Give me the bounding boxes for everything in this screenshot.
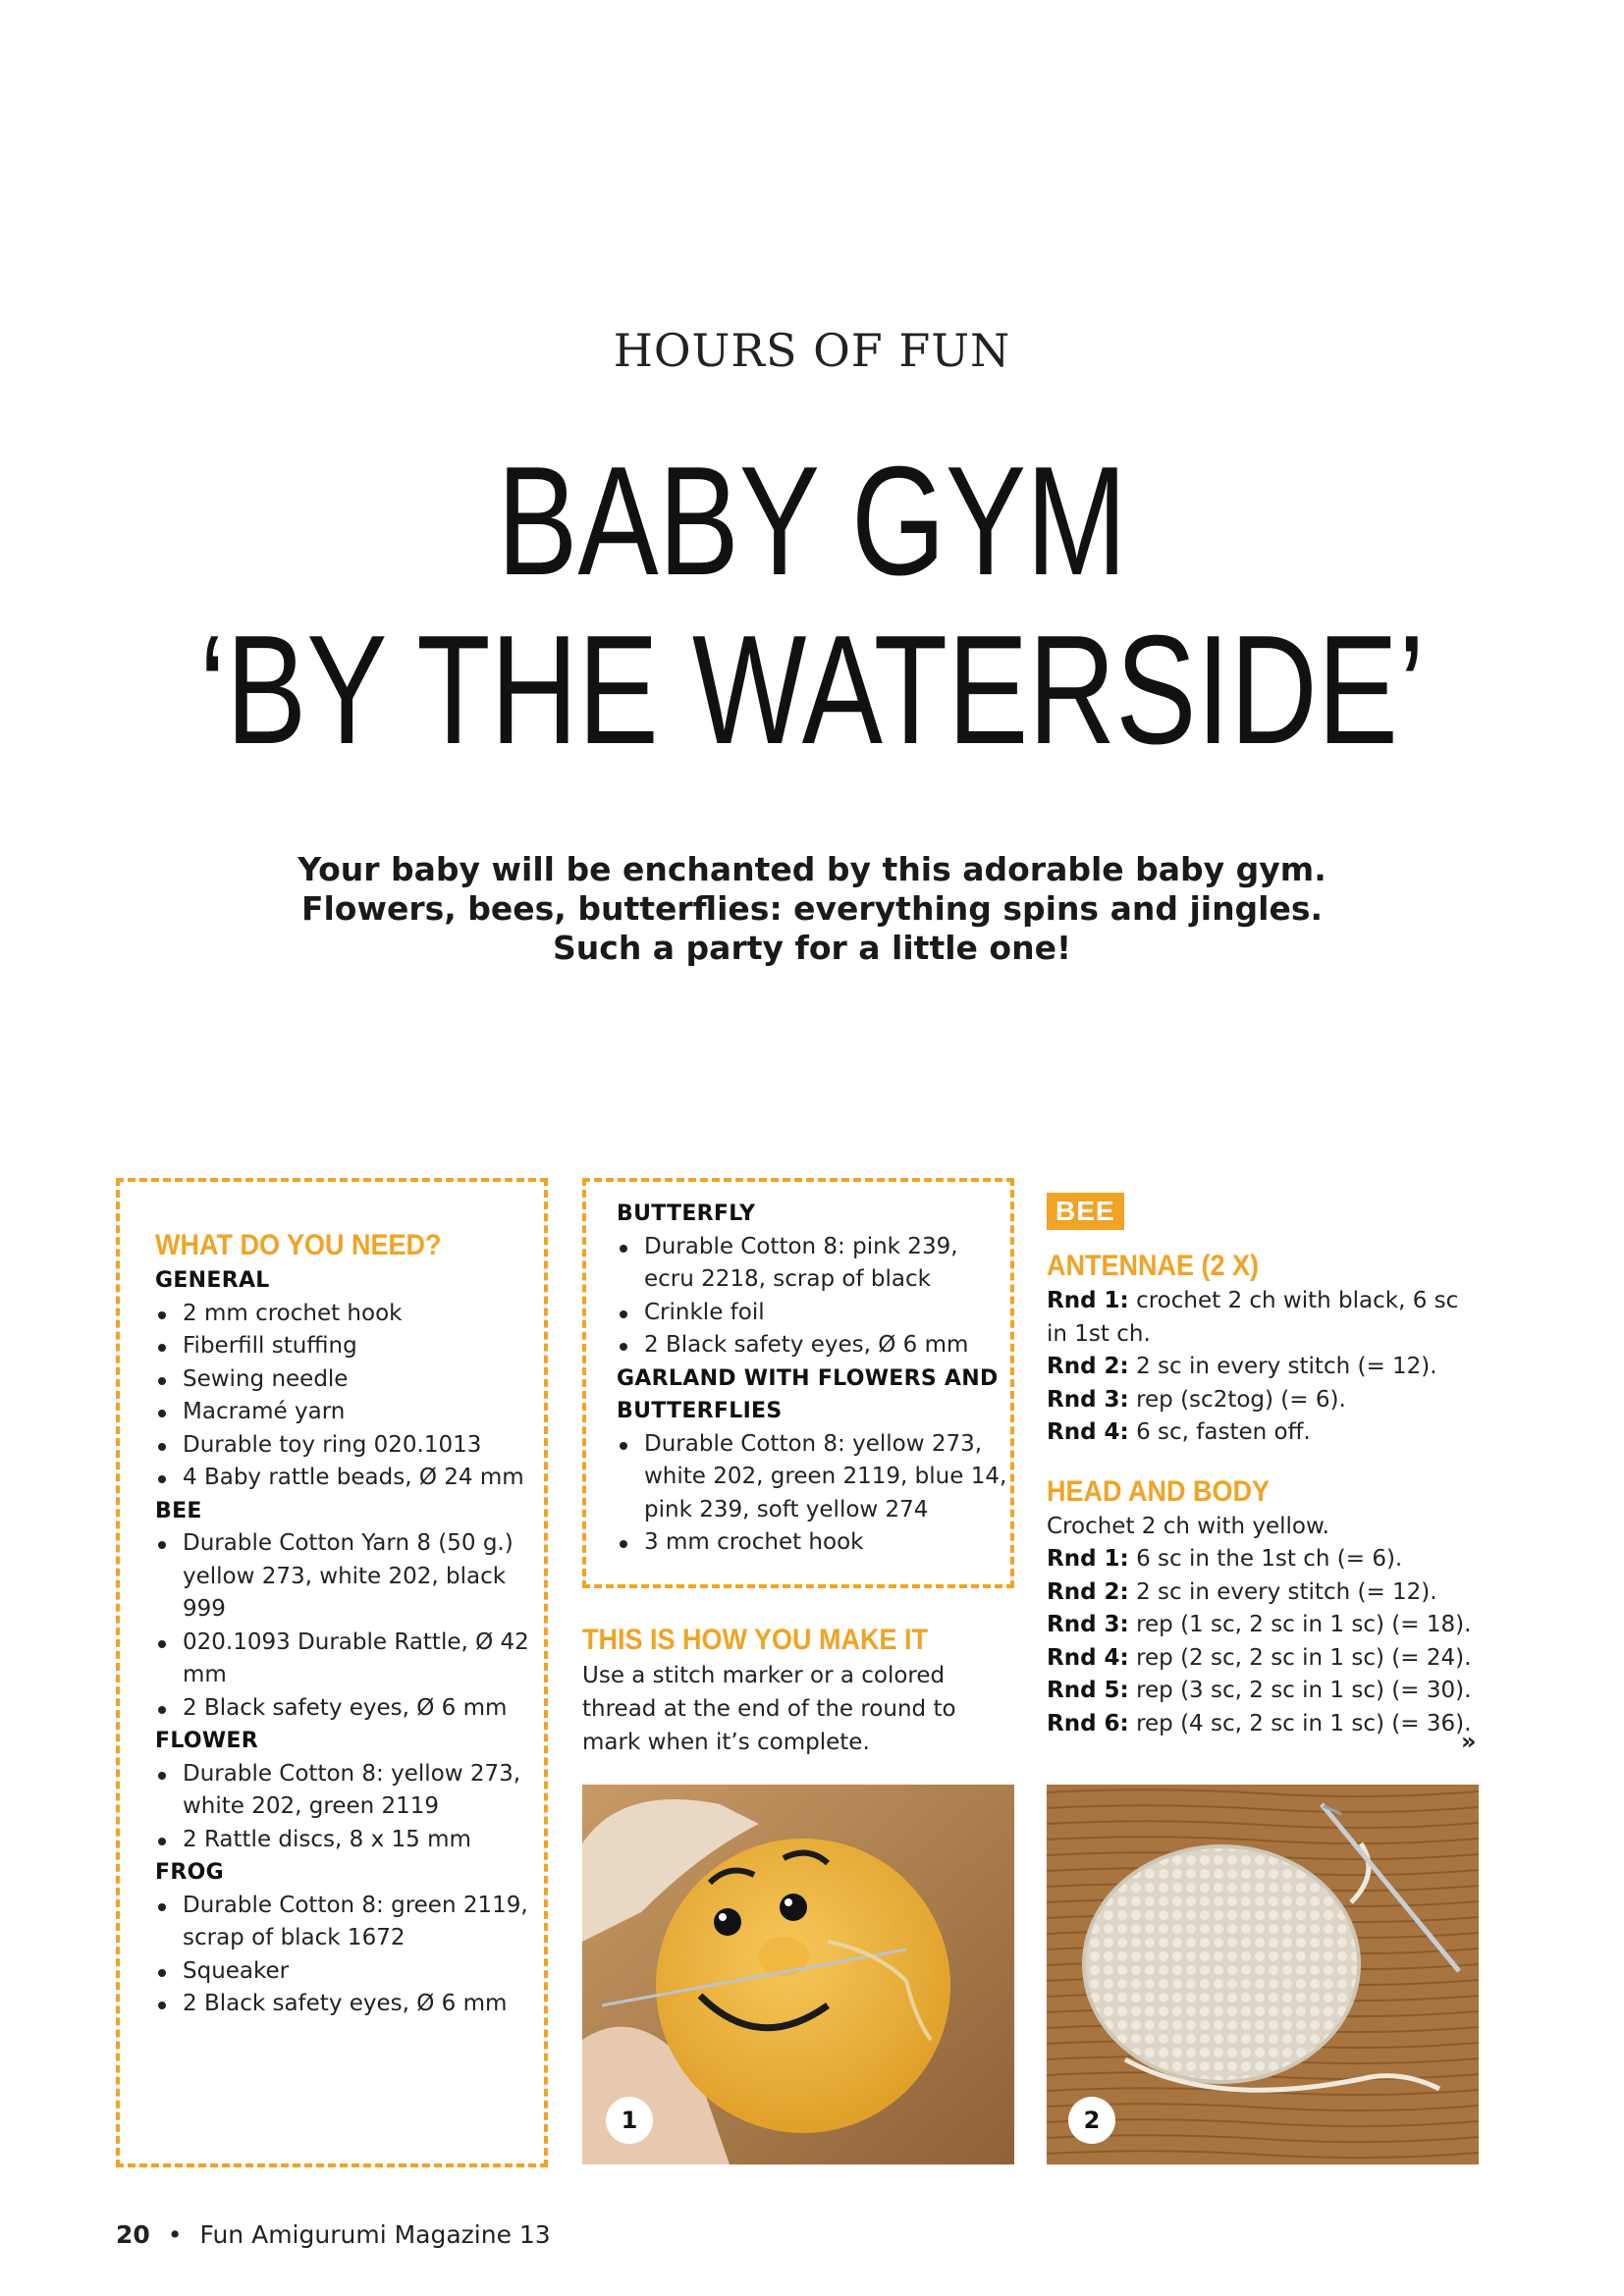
- garland-list: [617, 1428, 1009, 1560]
- list-item: 2 mm crochet hook: [155, 1298, 540, 1331]
- list-item: Durable Cotton 8: green 2119, scrap of black 1672: [155, 1890, 540, 1955]
- list-item: 2 Black safety eyes, Ø 6 mm: [155, 1692, 540, 1726]
- list-item: Crinkle foil: [617, 1297, 1009, 1330]
- round-text: 6 sc in the 1st ch (= 6).: [1128, 1546, 1403, 1572]
- list-item: Durable Cotton 8: yellow 273, white 202, green 2119: [155, 1758, 540, 1824]
- round-text: crochet 2 ch with black, 6 sc in 1st ch.: [1047, 1288, 1459, 1347]
- footer-separator: •: [167, 2220, 183, 2249]
- title-line-1: BABY GYM: [497, 435, 1127, 608]
- photo-number-badge: 1: [606, 2097, 653, 2144]
- needs-heading: WHAT DO YOU NEED?: [155, 1229, 442, 1261]
- antennae-heading: ANTENNAE (2 X): [1047, 1250, 1260, 1282]
- list-item: 2 Rattle discs, 8 x 15 mm: [155, 1824, 540, 1857]
- make-heading: THIS IS HOW YOU MAKE IT: [582, 1624, 929, 1656]
- intro-line-3: Such a party for a little one!: [553, 929, 1071, 967]
- round-line: [1047, 1576, 1479, 1610]
- round-text: rep (1 sc, 2 sc in 1 sc) (= 18).: [1128, 1612, 1472, 1637]
- frog-label: FROG: [155, 1860, 224, 1885]
- list-item: 020.1093 Durable Rattle, Ø 42 mm: [155, 1627, 540, 1692]
- intro-text: [0, 850, 1624, 968]
- round-label: Rnd 6:: [1047, 1710, 1129, 1736]
- page-footer: [116, 2220, 551, 2249]
- magazine-name: Fun Amigurumi Magazine 13: [199, 2220, 551, 2249]
- round-label: Rnd 1:: [1047, 1288, 1129, 1313]
- title-line-2: ‘BY THE WATERSIDE’: [198, 604, 1426, 776]
- photo-crochet-oval: [1047, 1785, 1479, 2164]
- intro-line-1: Your baby will be enchanted by this adorable baby gym.: [298, 850, 1326, 888]
- round-line: [1047, 1285, 1479, 1351]
- round-text: 2 sc in every stitch (= 12).: [1128, 1354, 1437, 1379]
- round-text: rep (sc2tog) (= 6).: [1128, 1386, 1346, 1413]
- photo-bee-head: [582, 1785, 1014, 2164]
- butterfly-list: [617, 1231, 1009, 1362]
- list-item: Durable Cotton 8: pink 239, ecru 2218, scrap of black: [617, 1231, 1009, 1297]
- flower-list: [155, 1758, 540, 1857]
- round-text: rep (2 sc, 2 sc in 1 sc) (= 24).: [1128, 1644, 1472, 1671]
- round-line: [1047, 1384, 1479, 1417]
- round-label: Rnd 2:: [1047, 1578, 1129, 1605]
- page-title: [179, 437, 1445, 774]
- list-item: Macramé yarn: [155, 1396, 540, 1429]
- bee-instructions: [1047, 1193, 1479, 1740]
- bee-list: [155, 1527, 540, 1725]
- list-item: Durable Cotton 8: yellow 273, white 202, green 2119, blue 14, pink 239, soft yellow 274: [617, 1428, 1009, 1527]
- round-line: [1047, 1642, 1479, 1676]
- list-item: Squeaker: [155, 1955, 540, 1989]
- photo-number-badge: 2: [1068, 2097, 1115, 2144]
- list-item: Fiberfill stuffing: [155, 1330, 540, 1363]
- round-label: Rnd 4:: [1047, 1419, 1129, 1445]
- round-line: [1047, 1351, 1479, 1384]
- bee-tag: BEE: [1047, 1193, 1124, 1230]
- round-line: [1047, 1416, 1479, 1450]
- list-item: Sewing needle: [155, 1363, 540, 1397]
- round-line: [1047, 1675, 1479, 1708]
- butterfly-label: BUTTERFLY: [617, 1201, 756, 1226]
- round-label: Rnd 5:: [1047, 1678, 1129, 1703]
- head-body-intro: Crochet 2 ch with yellow.: [1047, 1513, 1329, 1539]
- round-label: Rnd 3:: [1047, 1386, 1129, 1413]
- round-text: rep (3 sc, 2 sc in 1 sc) (= 30).: [1128, 1678, 1472, 1703]
- bee-label: BEE: [155, 1498, 202, 1523]
- make-text: Use a stitch marker or a colored thread at the end of the round to mark when it’s complete.: [582, 1663, 956, 1755]
- round-label: Rnd 1:: [1047, 1546, 1129, 1572]
- materials-column-1: [155, 1227, 540, 2021]
- list-item: Durable toy ring 020.1013: [155, 1429, 540, 1463]
- list-item: Durable Cotton Yarn 8 (50 g.) yellow 273, white 202, black 999: [155, 1527, 540, 1627]
- round-label: Rnd 4:: [1047, 1644, 1129, 1671]
- list-item: 2 Black safety eyes, Ø 6 mm: [155, 1988, 540, 2021]
- round-text: 2 sc in every stitch (= 12).: [1128, 1578, 1437, 1605]
- general-list: [155, 1298, 540, 1495]
- round-label: Rnd 3:: [1047, 1612, 1129, 1637]
- make-section: [582, 1622, 1014, 1759]
- round-text: 6 sc, fasten off.: [1128, 1419, 1311, 1445]
- kicker: HOURS OF FUN: [613, 324, 1011, 377]
- round-text: rep (4 sc, 2 sc in 1 sc) (= 36).: [1128, 1710, 1472, 1736]
- garland-label: GARLAND WITH FLOWERS AND BUTTERFLIES: [617, 1365, 999, 1423]
- intro-line-2: Flowers, bees, butterflies: everything spins and jingles.: [300, 889, 1324, 928]
- round-label: Rnd 2:: [1047, 1354, 1129, 1379]
- flower-label: FLOWER: [155, 1729, 259, 1753]
- materials-column-2: [617, 1198, 1009, 1560]
- list-item: 2 Black safety eyes, Ø 6 mm: [617, 1329, 1009, 1362]
- frog-list: [155, 1890, 540, 2021]
- page-number: 20: [116, 2220, 150, 2249]
- list-item: 4 Baby rattle beads, Ø 24 mm: [155, 1462, 540, 1495]
- round-line: [1047, 1609, 1479, 1642]
- round-line: [1047, 1543, 1479, 1576]
- continue-marker: »: [1461, 1728, 1477, 1755]
- head-body-heading: HEAD AND BODY: [1047, 1474, 1271, 1508]
- round-line: [1047, 1708, 1479, 1741]
- general-label: GENERAL: [155, 1268, 270, 1293]
- list-item: 3 mm crochet hook: [617, 1526, 1009, 1560]
